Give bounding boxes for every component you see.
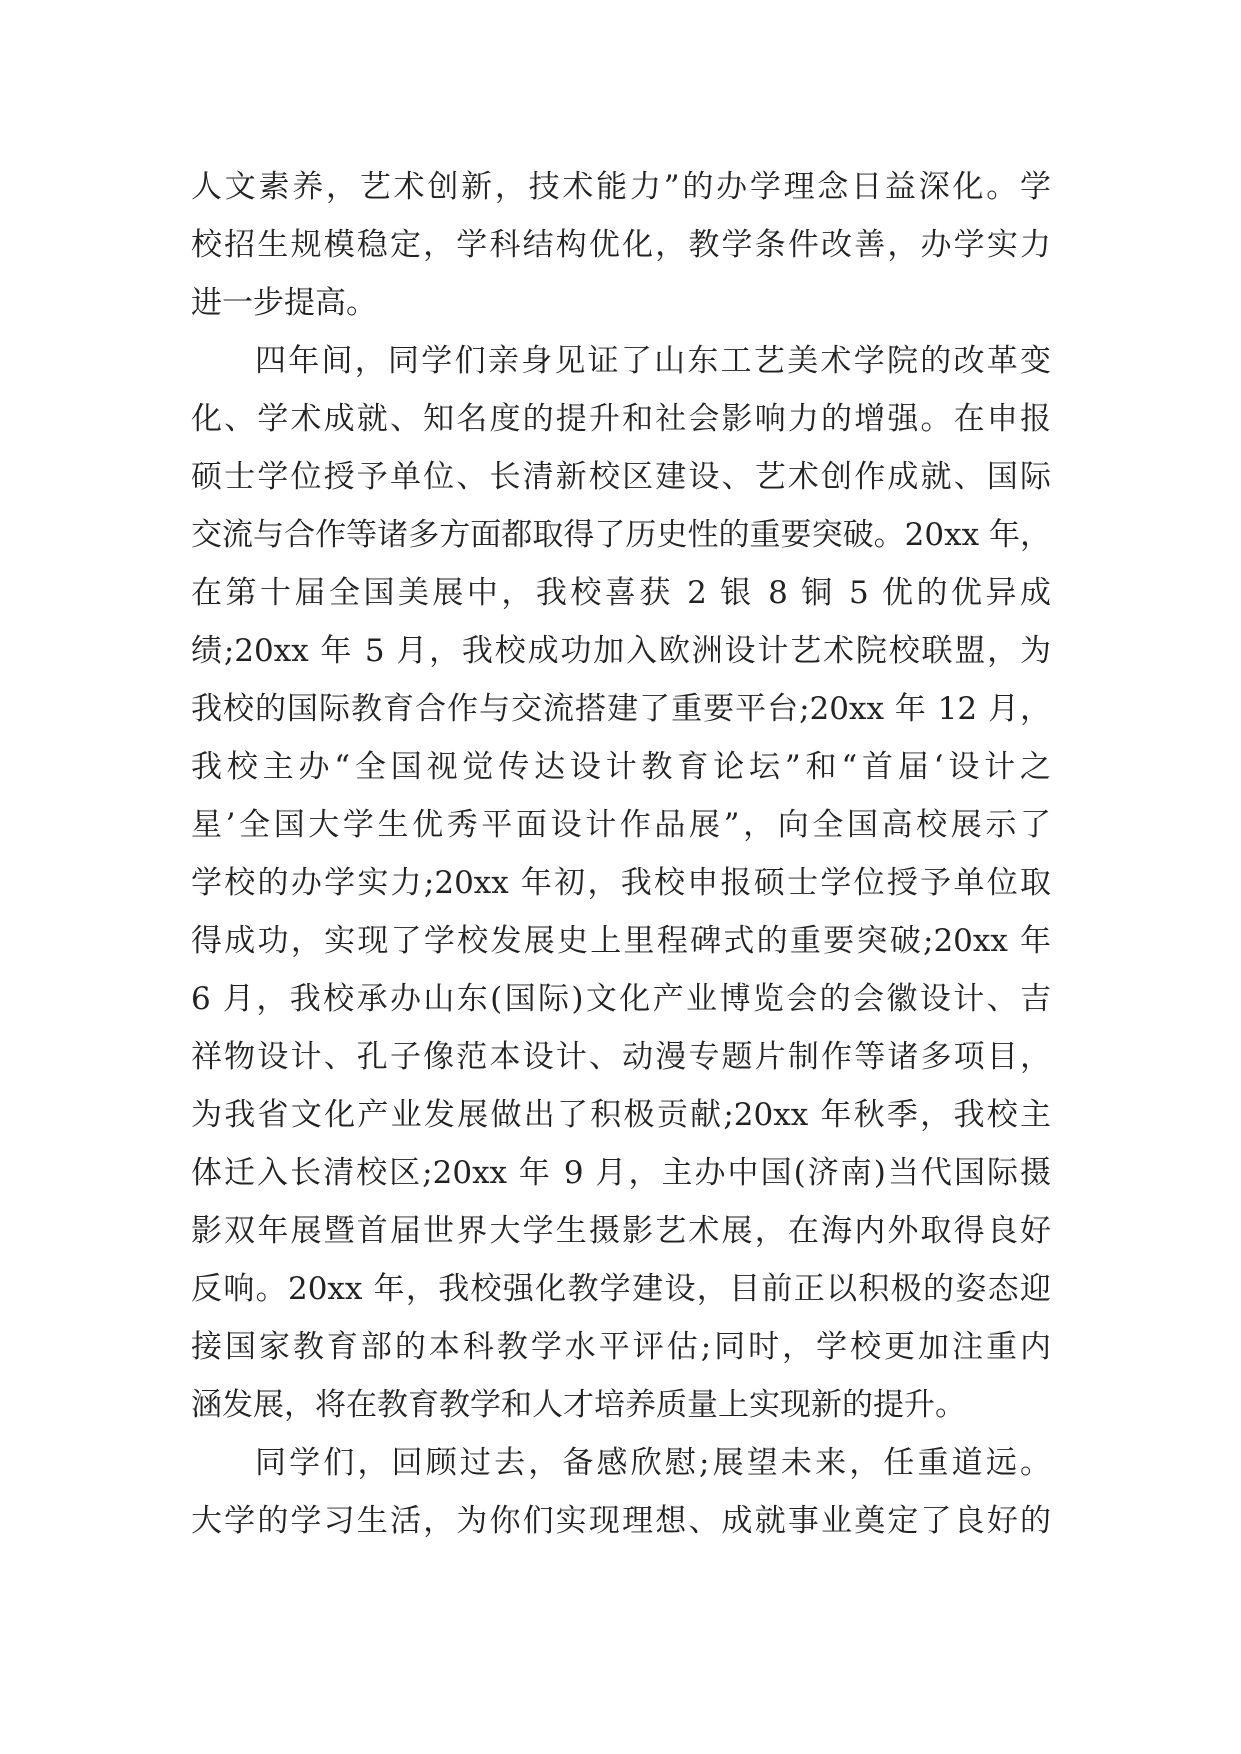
paragraph-line: 同学们，回顾过去，备感欣慰;展望未来，任重道远。 bbox=[255, 1445, 1051, 1481]
paragraph-line: 校招生规模稳定，学科结构优化，教学条件改善，办学实力 bbox=[191, 227, 1051, 263]
paragraph-line: 接国家教育部的本科教学水平评估;同时，学校更加注重内 bbox=[191, 1329, 1051, 1365]
paragraph-line: 在第十届全国美展中，我校喜获 2 银 8 铜 5 优的优异成 bbox=[191, 575, 1051, 611]
paragraph-line: 体迁入长清校区;20xx 年 9 月，主办中国(济南)当代国际摄 bbox=[191, 1155, 1051, 1191]
paragraph-line: 祥物设计、孔子像范本设计、动漫专题片制作等诸多项目， bbox=[191, 1039, 1051, 1075]
paragraph-line: 进一步提高。 bbox=[191, 285, 377, 321]
paragraph-line: 四年间，同学们亲身见证了山东工艺美术学院的改革变 bbox=[255, 343, 1051, 379]
paragraph-line: 我校的国际教育合作与交流搭建了重要平台;20xx 年 12 月， bbox=[191, 691, 1051, 727]
document-body bbox=[191, 158, 1051, 1550]
paragraph-3 bbox=[191, 1434, 1051, 1550]
paragraph-line: 为我省文化产业发展做出了积极贡献;20xx 年秋季，我校主 bbox=[191, 1097, 1051, 1133]
paragraph-line: 大学的学习生活，为你们实现理想、成就事业奠定了良好的 bbox=[191, 1503, 1051, 1539]
paragraph-2 bbox=[191, 332, 1051, 1434]
paragraph-line: 硕士学位授予单位、长清新校区建设、艺术创作成就、国际 bbox=[191, 459, 1051, 495]
paragraph-line: 交流与合作等诸多方面都取得了历史性的重要突破。20xx 年， bbox=[191, 517, 1051, 553]
paragraph-line: 星’全国大学生优秀平面设计作品展”，向全国高校展示了 bbox=[191, 807, 1051, 843]
paragraph-line: 得成功，实现了学校发展史上里程碑式的重要突破;20xx 年 bbox=[191, 923, 1051, 959]
paragraph-line: 6 月，我校承办山东(国际)文化产业博览会的会徽设计、吉 bbox=[191, 981, 1051, 1017]
paragraph-line: 涵发展，将在教育教学和人才培养质量上实现新的提升。 bbox=[191, 1387, 966, 1423]
paragraph-line: 我校主办“全国视觉传达设计教育论坛”和“首届‘设计之 bbox=[191, 749, 1051, 785]
paragraph-line: 人文素养，艺术创新，技术能力”的办学理念日益深化。学 bbox=[191, 169, 1051, 205]
paragraph-line: 学校的办学实力;20xx 年初，我校申报硕士学位授予单位取 bbox=[191, 865, 1051, 901]
paragraph-line: 影双年展暨首届世界大学生摄影艺术展，在海内外取得良好 bbox=[191, 1213, 1051, 1249]
paragraph-1 bbox=[191, 158, 1051, 332]
paragraph-line: 化、学术成就、知名度的提升和社会影响力的增强。在申报 bbox=[191, 401, 1051, 437]
paragraph-line: 反响。20xx 年，我校强化教学建设，目前正以积极的姿态迎 bbox=[191, 1271, 1051, 1307]
paragraph-line: 绩;20xx 年 5 月，我校成功加入欧洲设计艺术院校联盟，为 bbox=[191, 633, 1051, 669]
